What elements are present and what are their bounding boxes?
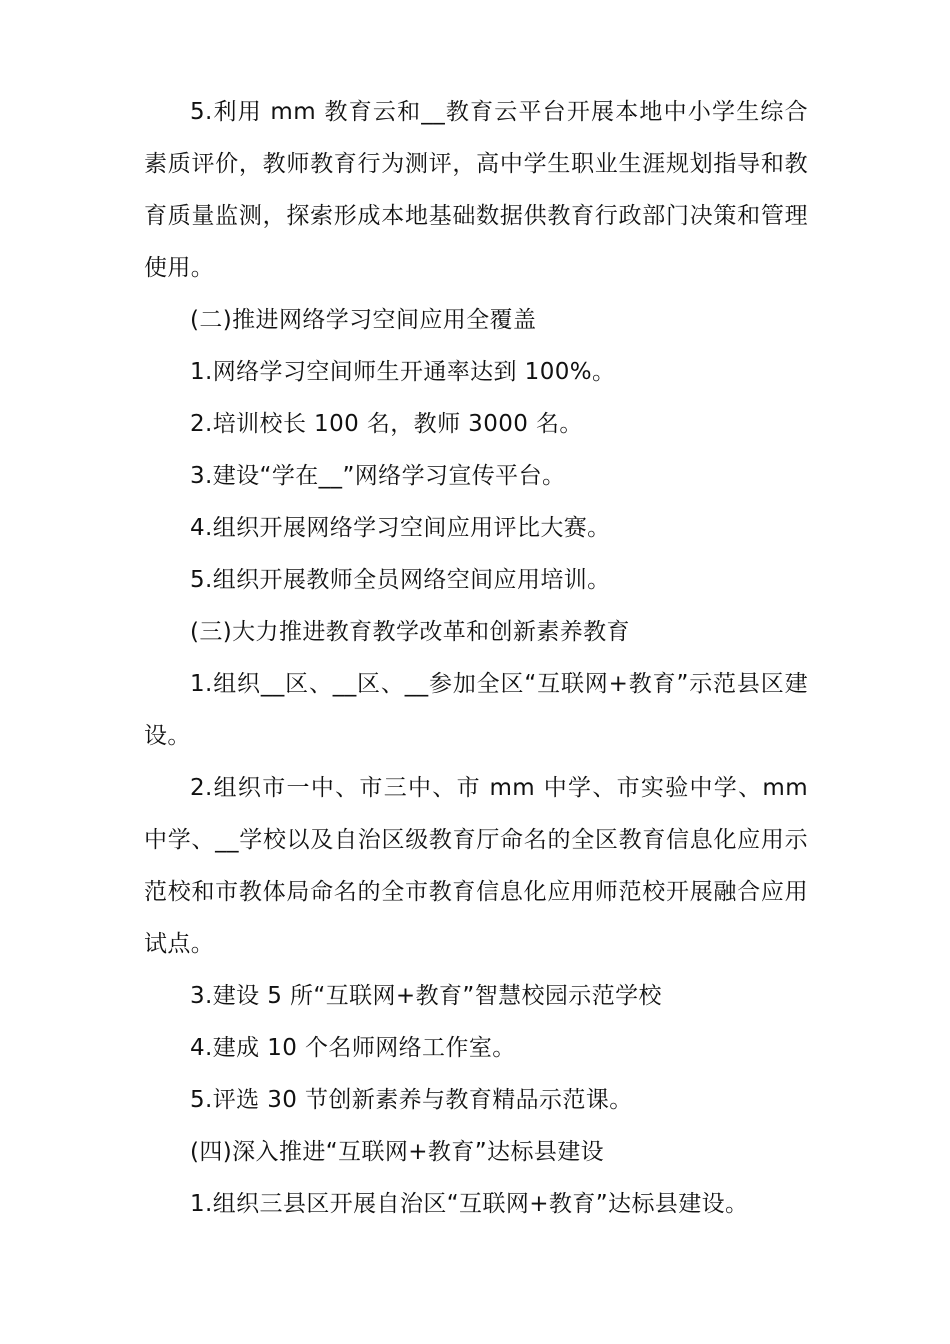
document-body bbox=[144, 86, 808, 1230]
paragraph-demo-districts: 1.组织__区、__区、__参加全区“互联网+教育”示范县区建设。 bbox=[144, 671, 808, 749]
paragraph-smart-campus: 3.建设 5 所“互联网+教育”智慧校园示范学校 bbox=[190, 983, 662, 1009]
paragraph-pilot-schools: 2.组织市一中、市三中、市 mm 中学、市实验中学、mm 中学、__学校以及自治区级教育厅命名的全区教育信息化应用示范校和市教体局命名的全市教育信息化应用师范校开展融合应用试点。 bbox=[144, 775, 808, 957]
section-heading-standard-county: (四)深入推进“互联网+教育”达标县建设 bbox=[190, 1139, 605, 1165]
paragraph-activation-rate: 1.网络学习空间师生开通率达到 100%。 bbox=[190, 359, 616, 385]
paragraph-teacher-studios: 4.建成 10 个名师网络工作室。 bbox=[190, 1035, 516, 1061]
paragraph-evaluation-platform: 5.利用 mm 教育云和__教育云平台开展本地中小学生综合素质评价，教师教育行为测评，高中学生职业生涯规划指导和教育质量监测，探索形成本地基础数据供教育行政部门决策和管理使用。 bbox=[144, 99, 808, 281]
paragraph-demo-lessons: 5.评选 30 节创新素养与教育精品示范课。 bbox=[190, 1087, 633, 1113]
paragraph-training-numbers: 2.培训校长 100 名，教师 3000 名。 bbox=[190, 411, 583, 437]
paragraph-county-construction: 1.组织三县区开展自治区“互联网+教育”达标县建设。 bbox=[190, 1191, 749, 1217]
section-heading-teaching-reform: (三)大力推进教育教学改革和创新素养教育 bbox=[190, 619, 630, 645]
paragraph-publicity-platform: 3.建设“学在__”网络学习宣传平台。 bbox=[190, 463, 566, 489]
paragraph-competition: 4.组织开展网络学习空间应用评比大赛。 bbox=[190, 515, 611, 541]
paragraph-teacher-training: 5.组织开展教师全员网络空间应用培训。 bbox=[190, 567, 611, 593]
section-heading-learning-space: (二)推进网络学习空间应用全覆盖 bbox=[190, 307, 537, 333]
